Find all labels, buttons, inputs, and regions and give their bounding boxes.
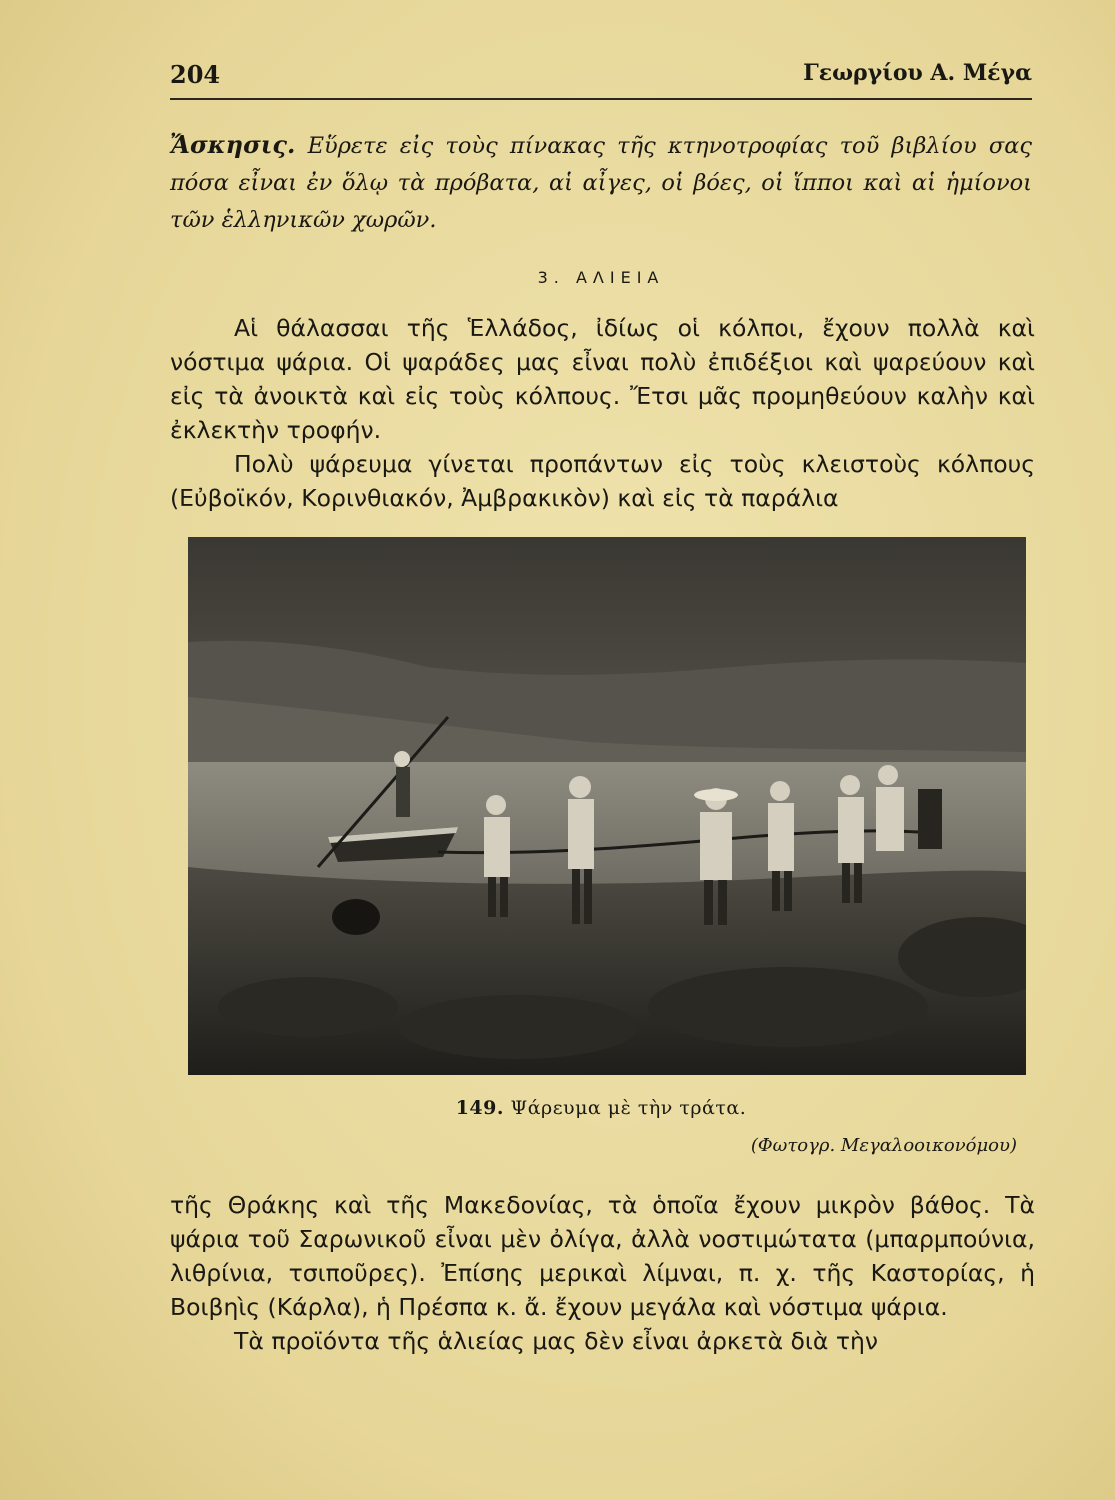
- paragraph: τῆς Θράκης καὶ τῆς Μακεδονίας, τὰ ὁποῖα ἔχουν μικρὸν βάθος. Τὰ ψάρια τοῦ Σαρωνικοῦ εἶναι μὲν ὀλίγα, ἀλλὰ νοστιμώτατα (μπαρμπούνια, λιθρίνια, τσιποῦρες). Ἐπίσης μερικαὶ λίμναι, π. χ. τῆς Καστορίας, ἡ Βοιβηὶς (Κάρλα), ἡ Πρέσπα κ. ἄ. ἔχουν μεγάλα καὶ νόστιμα ψάρια.: [170, 1191, 1035, 1321]
- page-header: [170, 58, 1032, 100]
- photo-credit: (Φωτογρ. Μεγαλοοικονόμου): [750, 1135, 1017, 1156]
- fishing-photo: [188, 537, 1026, 1075]
- paragraph: Αἱ θάλασσαι τῆς Ἑλλάδος, ἰδίως οἱ κόλποι, ἔχουν πολλὰ καὶ νόστιμα ψάρια. Οἱ ψαράδες μας εἶναι πολὺ ἐπιδέξιοι καὶ ψαρεύουν καὶ εἰς τὰ ἀνοικτὰ καὶ εἰς τοὺς κόλπους. Ἔτσι μᾶς προμηθεύουν καλὴν καὶ ἐκλεκτὴν τροφήν.: [170, 314, 1035, 444]
- exercise-label: Ἄσκησις.: [170, 130, 296, 159]
- exercise-text: Εὕρετε εἰς τοὺς πίνακας τῆς κτηνοτροφίας τοῦ βιβλίου σας πόσα εἶναι ἐν ὅλῳ τὰ πρόβατα, αἱ αἶγες, οἱ βόες, οἱ ἵπποι καὶ αἱ ἡμίονοι τῶν ἑλληνικῶν χωρῶν.: [170, 133, 1032, 233]
- figure-number: 149.: [455, 1097, 504, 1119]
- page-number: 204: [170, 60, 221, 89]
- body-text-top: [170, 311, 1035, 515]
- paragraph: Τὰ προϊόντα τῆς ἁλιείας μας δὲν εἶναι ἀρκετὰ διὰ τὴν: [234, 1327, 878, 1355]
- running-title: Γεωργίου Α. Μέγα: [803, 60, 1032, 86]
- figure-caption-text: Ψάρευμα μὲ τὴν τράτα.: [510, 1097, 747, 1119]
- exercise-block: [170, 126, 1032, 239]
- body-text-bottom: [170, 1188, 1035, 1358]
- figure-caption: [170, 1097, 1032, 1119]
- paragraph: Πολὺ ψάρευμα γίνεται προπάντων εἰς τοὺς κλειστοὺς κόλπους (Εὐβοϊκόν, Κορινθιακόν, Ἀμβρακικὸν) καὶ εἰς τὰ παράλια: [170, 450, 1035, 512]
- section-heading: 3. ΑΛΙΕΙΑ: [537, 268, 665, 287]
